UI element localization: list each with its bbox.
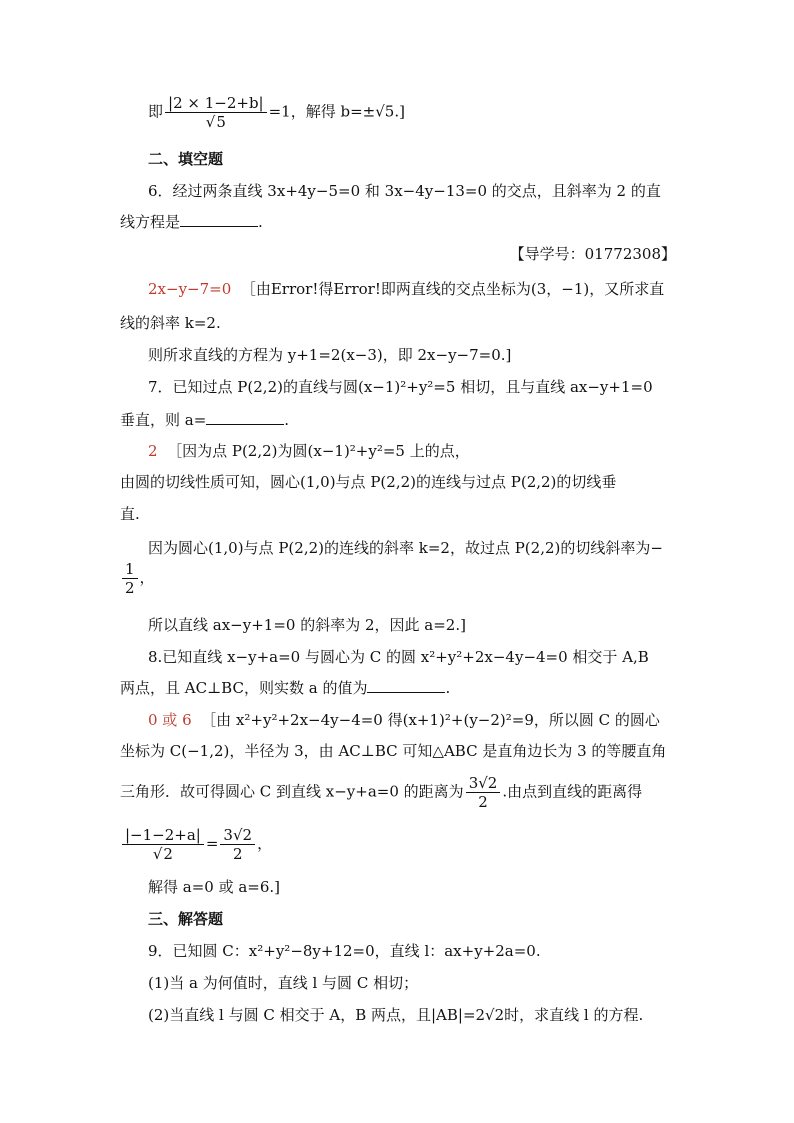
distance-denominator: 2 xyxy=(478,793,488,811)
half-denominator: 2 xyxy=(125,579,135,597)
answer-7-line-5 xyxy=(120,560,680,597)
answer-8-line-1 xyxy=(148,709,708,731)
question-6-line-2 xyxy=(120,211,680,233)
answer-6-value: 2x−y−7=0 xyxy=(148,280,232,298)
half-numerator: 1 xyxy=(122,560,138,579)
answer-8-formula-text: .由点到直线的距离得 xyxy=(502,782,643,801)
question-7-line-2 xyxy=(120,409,680,431)
pld-denominator: √2 xyxy=(152,845,173,863)
comma-2: ， xyxy=(257,834,273,853)
text-ji: 即 xyxy=(148,102,164,121)
section-heading-solutions: 三、解答题 xyxy=(148,910,224,928)
equals-sign: = xyxy=(205,834,219,853)
answer-7-line-6: 所以直线 ax−y+1=0 的斜率为 2，因此 a=2.] xyxy=(148,616,466,634)
q7-text: 垂直，则 a= xyxy=(120,411,207,429)
answer-8-line-5: 解得 a=0 或 a=6.] xyxy=(148,878,281,896)
rhs-numerator: 3√2 xyxy=(220,826,255,845)
fraction-numerator: |2 × 1−2+b| xyxy=(165,94,267,113)
answer-6-line-1 xyxy=(148,278,708,300)
question-7-line-1: 7．已知过点 P(2,2)的直线与圆(x−1)²+y²=5 相切，且与直线 ax−y+1=0 xyxy=(148,378,653,396)
question-9-part-1: (1)当 a 为何值时，直线 l 与圆 C 相切； xyxy=(148,974,419,992)
guide-number: 【导学号：01772308】 xyxy=(509,245,676,263)
q6-text: 线方程是 xyxy=(120,213,181,231)
answer-7-line-1 xyxy=(148,440,708,462)
section-heading-fill-blank: 二、填空题 xyxy=(148,150,224,168)
answer-8-distance-text: 三角形．故可得圆心 C 到直线 x−y+a=0 的距离为 xyxy=(120,782,464,801)
q7-period: . xyxy=(284,411,290,429)
answer-7-value: 2 xyxy=(148,442,158,460)
question-9-stem: 9．已知圆 C：x²+y²−8y+12=0，直线 l：ax+y+2a=0. xyxy=(148,942,541,960)
pld-radicand: 2 xyxy=(163,845,173,863)
answer-8-value: 0 或 6 xyxy=(148,711,192,729)
fraction-rhs xyxy=(220,826,255,863)
answer-6-line-2: 线的斜率 k=2. xyxy=(120,314,221,332)
question-8-line-1: 8.已知直线 x−y+a=0 与圆心为 C 的圆 x²+y²+2x−4y−4=0 相交于 A,B xyxy=(148,648,649,666)
fraction-distance xyxy=(165,94,267,131)
q6-answer-blank xyxy=(180,212,258,227)
q8-period: . xyxy=(445,679,451,697)
rhs-denominator: 2 xyxy=(232,845,243,863)
answer-8-line-2: 坐标为 C(−1,2)，半径为 3，由 AC⊥BC 可知△ABC 是直角边长为 3 的等腰直角 xyxy=(120,742,667,760)
question-8-line-2 xyxy=(120,677,680,699)
answer-8-explanation: ［由 x²+y²+2x−4y−4=0 得(x+1)²+(y−2)²=9，所以圆 C 的圆心 xyxy=(201,711,660,729)
solution-line-b xyxy=(148,94,708,131)
q7-answer-blank xyxy=(206,410,284,425)
fraction-denominator: √5 xyxy=(205,113,226,131)
q8-text: 两点，且 AC⊥BC，则实数 a 的值为 xyxy=(120,679,368,697)
answer-7-line-3: 直. xyxy=(120,505,140,523)
answer-8-line-4 xyxy=(120,826,680,863)
answer-6-explanation: ［由Error!得Error!即两直线的交点坐标为(3，−1)，又所求直 xyxy=(240,280,665,298)
fraction-one-half xyxy=(122,560,138,597)
text-result-b: =1，解得 b=±√5.] xyxy=(268,102,405,121)
fraction-point-line-distance xyxy=(122,826,204,863)
distance-numerator: 3√2 xyxy=(466,774,501,793)
comma: ， xyxy=(139,568,155,587)
pld-numerator: |−1−2+a| xyxy=(122,826,204,845)
q8-answer-blank xyxy=(367,678,445,693)
answer-6-line-3: 则所求直线的方程为 y+1=2(x−3)，即 2x−y−7=0.] xyxy=(148,346,512,364)
answer-7-line-2: 由圆的切线性质可知，圆心(1,0)与点 P(2,2)的连线与过点 P(2,2)的切线垂 xyxy=(120,473,617,491)
q6-period: . xyxy=(258,213,263,231)
question-6-line-1: 6．经过两条直线 3x+4y−5=0 和 3x−4y−13=0 的交点，且斜率为 2 的直 xyxy=(148,182,661,200)
answer-8-line-3 xyxy=(120,774,680,811)
fraction-radius-distance xyxy=(466,774,501,811)
answer-7-line-4: 因为圆心(1,0)与点 P(2,2)的连线的斜率 k=2，故过点 P(2,2)的切线斜率为− xyxy=(148,539,663,557)
sqrt-radicand: 5 xyxy=(216,113,226,131)
question-9-part-2: (2)当直线 l 与圆 C 相交于 A，B 两点，且|AB|=2√2时，求直线 l 的方程. xyxy=(148,1006,644,1024)
answer-7-explanation: ［因为点 P(2,2)为圆(x−1)²+y²=5 上的点， xyxy=(167,442,470,460)
